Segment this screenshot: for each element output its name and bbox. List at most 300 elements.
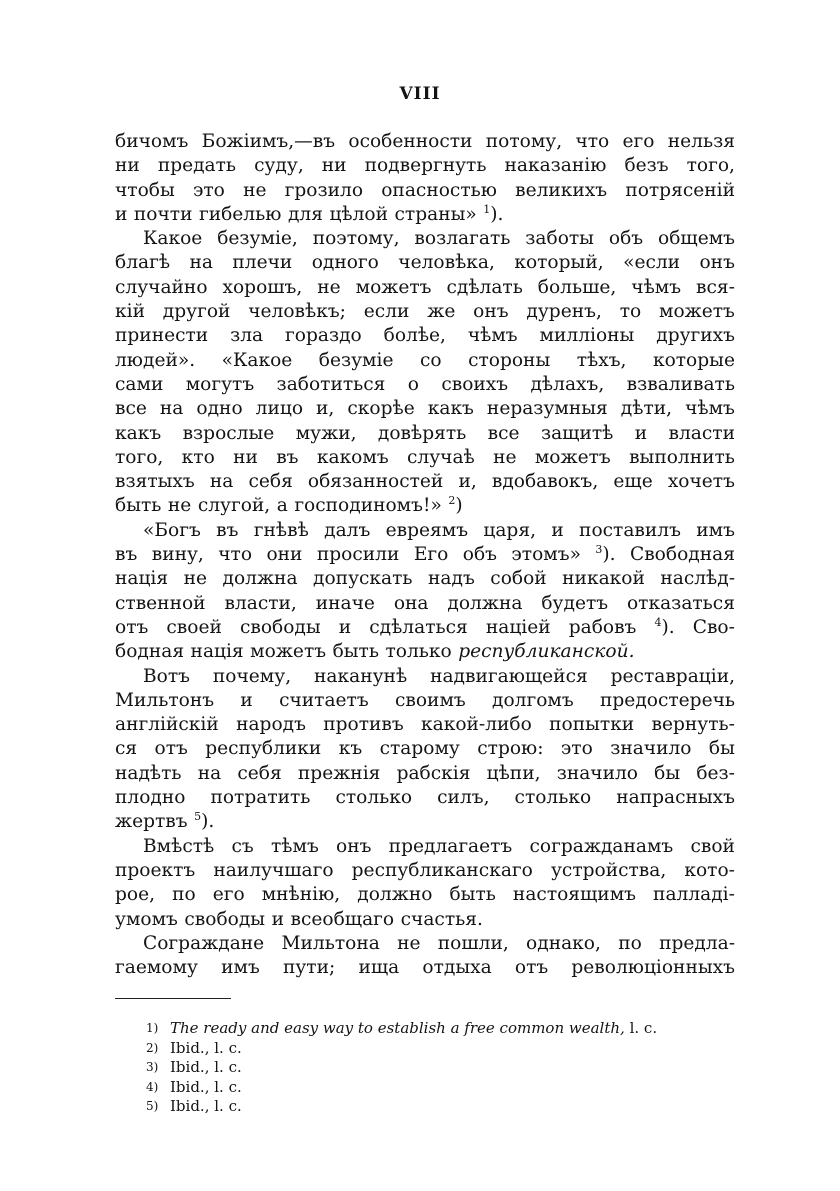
word: вся- — [696, 276, 735, 298]
word: онъ — [336, 835, 372, 857]
text-line — [115, 227, 735, 251]
footnote — [146, 1078, 746, 1098]
word: почему, — [212, 665, 292, 687]
footnote-mark: 3) — [146, 1060, 159, 1075]
word: столько — [335, 787, 413, 809]
word: какъ — [427, 398, 474, 420]
word: грозило — [284, 179, 364, 201]
word: этомъ» — [511, 544, 581, 566]
word: и — [634, 422, 648, 444]
footnote-ref: 1 — [483, 202, 491, 216]
word: гибелью — [198, 203, 282, 225]
text-line — [115, 956, 735, 980]
word: наканунѣ — [314, 665, 408, 687]
word: просили — [316, 544, 400, 566]
text-line — [115, 737, 735, 761]
word: и — [240, 689, 253, 711]
word: что — [575, 131, 610, 152]
word: человѣкъ; — [248, 301, 346, 323]
word: дѣти, — [620, 398, 673, 420]
text-line — [115, 640, 735, 664]
word: со — [419, 349, 442, 371]
word: случайно — [115, 276, 208, 298]
word: одно — [196, 398, 243, 420]
word: Какое — [143, 228, 203, 250]
word: суду, — [254, 155, 304, 177]
word: какой-либо — [421, 714, 532, 736]
word: который, — [514, 252, 604, 274]
word: власти — [668, 422, 735, 444]
word: же — [427, 301, 456, 323]
text-line — [115, 519, 735, 543]
word: себя — [237, 762, 282, 784]
word: отдыха — [422, 957, 492, 979]
text-line — [115, 786, 735, 810]
word: не — [317, 276, 341, 298]
word: она — [393, 592, 429, 614]
word: заботиться — [276, 373, 386, 395]
text-line — [115, 154, 735, 178]
footnote — [146, 1097, 746, 1117]
word: наказанію — [504, 155, 607, 177]
word: считаетъ — [279, 689, 369, 711]
word: нація — [190, 641, 244, 663]
word: опасностью — [381, 179, 497, 201]
text-line — [115, 932, 735, 956]
word: Сво- — [692, 616, 735, 638]
word: $^5$). — [194, 810, 215, 833]
word: принести — [115, 325, 209, 347]
footnote-ref: 3 — [595, 542, 603, 556]
word: рабскія — [396, 762, 471, 784]
word: о — [407, 373, 419, 395]
word: тѣхъ, — [576, 349, 627, 371]
word: на — [197, 762, 222, 784]
word: можетъ — [659, 301, 735, 323]
word: реставраціи, — [610, 665, 735, 687]
word: если — [363, 301, 410, 323]
word: безъ — [624, 155, 669, 177]
footnote-mark: 5) — [146, 1099, 159, 1114]
footnotes — [146, 1019, 746, 1117]
word: «если — [623, 252, 681, 274]
word: выполнить — [629, 446, 735, 468]
word: безуміе, — [217, 228, 298, 250]
word: другой — [162, 301, 231, 323]
footnote-text: Ibid., l. c. — [170, 1058, 242, 1077]
word: Свободная — [629, 544, 735, 566]
word: благѣ — [115, 252, 171, 274]
word: жертвъ — [115, 811, 188, 833]
word: хорошъ, — [222, 276, 303, 298]
word: господиномъ!» — [294, 495, 442, 517]
word: случаѣ — [407, 446, 475, 468]
text-line — [115, 689, 735, 713]
text-line — [115, 203, 735, 227]
word: сдѣлать — [446, 276, 523, 298]
word: отъ — [154, 738, 188, 760]
word: дѣлахъ, — [530, 373, 605, 395]
word: республики — [205, 738, 322, 760]
text-line — [115, 810, 735, 834]
word: особенности — [348, 131, 473, 152]
word: быть — [332, 641, 379, 663]
word: противъ — [323, 714, 404, 736]
word: Его — [413, 544, 449, 566]
word: стороны — [468, 349, 551, 371]
word: умомъ — [115, 908, 178, 930]
text-line — [115, 908, 735, 932]
word: поэтому, — [312, 228, 400, 250]
footnote-mark: 1) — [146, 1021, 159, 1035]
word: можетъ — [534, 446, 611, 468]
word: кій — [115, 301, 145, 323]
word: кото- — [684, 859, 735, 881]
word: на — [209, 471, 234, 493]
word: какомъ — [316, 446, 389, 468]
word: предать — [157, 155, 237, 177]
word: проектъ — [115, 859, 196, 881]
word: допускать — [313, 568, 413, 590]
word: общемъ — [658, 228, 735, 250]
word: того, — [686, 155, 735, 177]
word: народъ — [236, 714, 306, 736]
word: столько — [514, 787, 592, 809]
word: по — [618, 932, 642, 954]
word: $^3$). — [595, 542, 616, 566]
word: въ — [276, 446, 299, 468]
word: ни — [321, 155, 347, 177]
word: отъ — [514, 957, 549, 979]
word: Сограждане — [143, 932, 265, 954]
word: пошли, — [437, 932, 509, 954]
word: наилучшаго — [213, 859, 334, 881]
word: рое, — [115, 884, 156, 906]
text-line — [115, 567, 735, 591]
word: наслѣд- — [660, 568, 735, 590]
word: объ — [462, 544, 497, 566]
word: отказаться — [626, 592, 735, 614]
word: устройства, — [550, 859, 667, 881]
word: быть — [115, 495, 162, 517]
word: гнѣвѣ — [253, 519, 309, 541]
word: въ — [216, 519, 239, 541]
footnote-text: Ibid., l. c. — [170, 1038, 242, 1057]
word: а — [276, 495, 288, 517]
word: плечи — [232, 252, 293, 274]
word: вернуть- — [651, 714, 735, 736]
word: будетъ — [541, 592, 609, 614]
word: $^1$). — [483, 202, 504, 225]
word: потратить — [210, 787, 311, 809]
word: надъ — [428, 568, 475, 590]
word: то — [619, 301, 642, 323]
text-line — [115, 130, 735, 154]
word: плодно — [115, 787, 186, 809]
word: сами — [115, 373, 164, 395]
word: другихъ — [656, 325, 735, 347]
word: должно — [357, 884, 433, 906]
word: мужи, — [295, 422, 357, 444]
word: неразумныя — [486, 398, 608, 420]
word: предлагаетъ — [388, 835, 513, 857]
word: иначе — [315, 592, 375, 614]
word: чѣмъ — [631, 276, 682, 298]
word: возлагать — [414, 228, 511, 250]
word: это — [192, 179, 225, 201]
word: человѣка, — [398, 252, 495, 274]
word: предла- — [659, 932, 735, 954]
word: мнѣнію, — [261, 884, 341, 906]
footnote-title: The ready and easy way to establish a free common wealth, — [170, 1019, 625, 1037]
word: бичомъ — [115, 131, 189, 152]
word: свободы — [184, 908, 266, 930]
word: пути; — [282, 957, 336, 979]
text-line — [115, 762, 735, 786]
text-line — [115, 179, 735, 203]
word: и, — [458, 471, 477, 493]
word: они — [266, 544, 303, 566]
footnote-text: Ibid., l. c. — [170, 1077, 242, 1096]
word: должна — [222, 568, 298, 590]
word: болѣе, — [383, 325, 446, 347]
word: республиканской. — [458, 641, 635, 663]
word: рабовъ — [568, 616, 637, 638]
word: значило — [610, 738, 692, 760]
word: больше, — [537, 276, 617, 298]
word: еще — [613, 471, 653, 493]
word: бы — [654, 762, 681, 784]
word: своихъ — [441, 373, 509, 395]
word: ственной — [115, 592, 206, 614]
word: чтобы — [115, 179, 175, 201]
word: цѣлой — [329, 203, 389, 225]
word: быть — [449, 884, 496, 906]
footnote-ref: 2 — [448, 494, 456, 508]
word: свой — [690, 835, 735, 857]
word: «Богъ — [143, 519, 201, 541]
footnote-text: Ibid., l. c. — [170, 1097, 242, 1116]
word: $^4$). — [654, 615, 675, 638]
word: потому, — [485, 131, 563, 152]
word: одного — [311, 252, 379, 274]
word: объ — [608, 228, 644, 250]
word: хочетъ — [667, 471, 735, 493]
word: ся — [115, 738, 138, 760]
word: должна — [447, 592, 523, 614]
word: не — [493, 446, 517, 468]
word: напрасныхъ — [616, 787, 735, 809]
word: дуренъ, — [526, 301, 602, 323]
word: гораздо — [285, 325, 362, 347]
word: все — [115, 398, 147, 420]
word: чѣмъ — [685, 398, 735, 420]
word: палладі- — [653, 884, 735, 906]
word: нація — [115, 568, 169, 590]
text-line — [115, 616, 735, 640]
word: только — [385, 641, 452, 663]
word: обязанностей — [307, 471, 444, 493]
text-line — [115, 883, 735, 907]
footnote-ref: 4 — [654, 615, 662, 629]
word: своей — [166, 616, 222, 638]
text-line — [115, 349, 735, 373]
word: надвигающейся — [430, 665, 588, 687]
word: никакой — [562, 568, 645, 590]
word: онъ — [473, 301, 509, 323]
word: силъ, — [437, 787, 490, 809]
word: сдѣлаться — [369, 616, 468, 638]
word: предостеречь — [600, 689, 735, 711]
word: не — [397, 932, 421, 954]
word: чѣмъ — [467, 325, 518, 347]
word: милліоны — [539, 325, 635, 347]
word: взрослые — [182, 422, 275, 444]
word: можетъ — [355, 276, 432, 298]
word: ни — [233, 446, 258, 468]
word: старому — [379, 738, 460, 760]
body-text — [115, 130, 735, 980]
word: Вотъ — [143, 665, 190, 687]
word: «Какое — [221, 349, 293, 371]
word: защитѣ — [540, 422, 614, 444]
word: и, — [316, 398, 335, 420]
word: заботы — [525, 228, 594, 250]
word: это — [560, 738, 593, 760]
word: ища — [358, 957, 400, 979]
word: въ — [115, 544, 138, 566]
word: бодная — [115, 641, 185, 663]
word: свободы — [239, 616, 321, 638]
text-line — [115, 300, 735, 324]
word: себя — [248, 471, 293, 493]
word: цѣпи, — [486, 762, 541, 784]
word: революціонныхъ — [571, 957, 735, 979]
word: отъ — [115, 616, 149, 638]
word: взятыхъ — [115, 471, 195, 493]
word: долгомъ — [492, 689, 574, 711]
word: Божіимъ,—въ — [201, 131, 336, 152]
word: его — [212, 884, 245, 906]
word: царя, — [483, 519, 536, 541]
word: онъ — [699, 252, 735, 274]
word: что — [218, 544, 253, 566]
footnote-text: l. c. — [624, 1019, 658, 1037]
word: вину, — [151, 544, 204, 566]
word: Мильтонъ — [115, 689, 215, 711]
word: $^2$) — [448, 494, 463, 517]
page-number: VIII — [399, 84, 441, 104]
text-line — [115, 422, 735, 446]
word: бы — [708, 738, 735, 760]
text-line — [115, 446, 735, 470]
word: не — [243, 179, 267, 201]
footnote — [146, 1058, 746, 1078]
word: далъ — [324, 519, 371, 541]
text-line — [115, 494, 735, 518]
text-line — [115, 543, 735, 567]
word: лицо — [255, 398, 304, 420]
word: слугой, — [197, 495, 271, 517]
footnote-rule — [115, 998, 231, 999]
text-line — [115, 276, 735, 300]
word: евреямъ — [385, 519, 469, 541]
text-line — [115, 397, 735, 421]
text-line — [115, 592, 735, 616]
footnote-mark: 2) — [146, 1040, 159, 1055]
word: для — [287, 203, 323, 225]
text-line — [115, 251, 735, 275]
word: на — [189, 252, 213, 274]
word: зла — [230, 325, 264, 347]
word: страны» — [394, 203, 477, 225]
word: къ — [338, 738, 363, 760]
word: значило — [556, 762, 638, 784]
word: можетъ — [250, 641, 327, 663]
word: съ — [231, 835, 254, 857]
word: скорѣе — [347, 398, 415, 420]
word: кто — [181, 446, 215, 468]
text-line — [115, 373, 735, 397]
word: на — [159, 398, 184, 420]
word: собой — [490, 568, 547, 590]
word: согражданамъ — [529, 835, 674, 857]
footnote-ref: 5 — [194, 810, 202, 824]
word: по — [172, 884, 196, 906]
word: ни — [115, 155, 140, 177]
word: какъ — [115, 422, 162, 444]
word: надѣть — [115, 762, 182, 784]
text-line — [115, 324, 735, 348]
word: и — [271, 908, 285, 930]
word: поставилъ — [579, 519, 681, 541]
word: почти — [133, 203, 193, 225]
text-line — [115, 665, 735, 689]
word: могутъ — [185, 373, 255, 395]
word: и — [115, 203, 128, 225]
word: попытки — [549, 714, 635, 736]
word: нельзя — [667, 131, 735, 152]
footnote — [146, 1019, 746, 1039]
word: вдобавокъ, — [491, 471, 599, 493]
word: англійскій — [115, 714, 219, 736]
word: все — [487, 422, 520, 444]
word: и — [338, 616, 352, 638]
word: безуміе — [318, 349, 394, 371]
word: потрясеній — [625, 179, 735, 201]
word: того, — [115, 446, 164, 468]
word: гаемому — [115, 957, 198, 979]
text-line — [115, 713, 735, 737]
word: не — [183, 568, 208, 590]
text-line — [115, 470, 735, 494]
word: довѣрять — [377, 422, 467, 444]
word: взваливать — [626, 373, 735, 395]
word: Вмѣстѣ — [143, 835, 215, 857]
word: націей — [485, 616, 551, 638]
word: своимъ — [394, 689, 466, 711]
word: имъ — [221, 957, 260, 979]
footnote-mark: 4) — [146, 1079, 159, 1094]
text-line — [115, 859, 735, 883]
word: без- — [696, 762, 735, 784]
word: и — [551, 519, 564, 541]
word: однако, — [526, 932, 601, 954]
word: которые — [652, 349, 735, 371]
word: прежнія — [297, 762, 381, 784]
word: Мильтона — [281, 932, 380, 954]
word: имъ — [696, 519, 735, 541]
